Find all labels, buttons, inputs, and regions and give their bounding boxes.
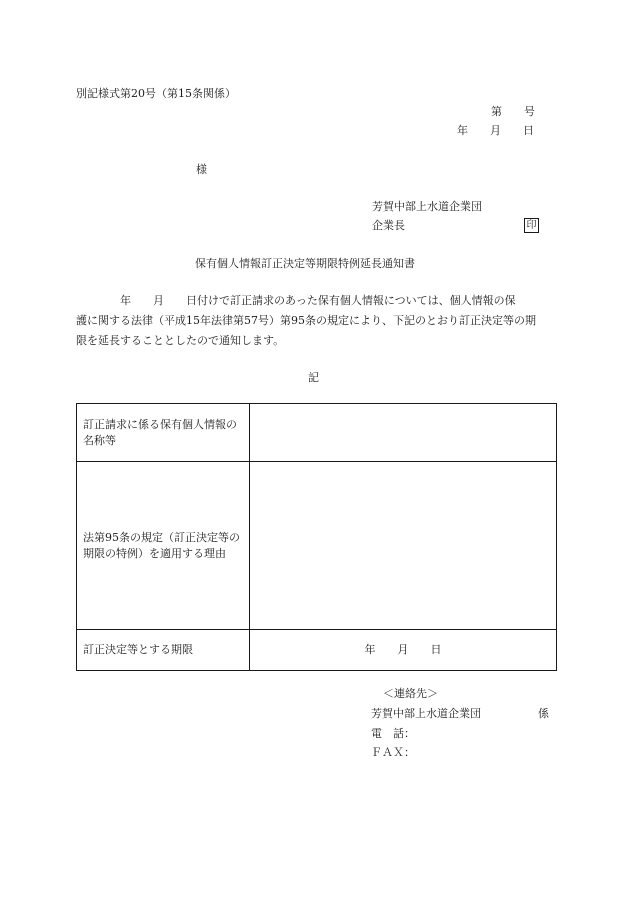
- table-row: [77, 630, 557, 671]
- row1-value: [250, 404, 557, 462]
- issue-date: 年 月 日: [457, 124, 534, 137]
- body-paragraph: [76, 291, 556, 351]
- contact-organization: 芳賀中部上水道企業団: [371, 707, 481, 720]
- document-number: 第 号: [491, 105, 535, 118]
- contact-section-suffix: 係: [538, 707, 549, 720]
- issuer-title: 企業長: [372, 219, 405, 232]
- body-line-1: 年 月 日付けで訂正請求のあった保有個人情報については、個人情報の保: [76, 294, 516, 307]
- document-title: 保有個人情報訂正決定等期限特例延長通知書: [195, 257, 415, 270]
- row2-label: 法第95条の規定（訂正決定等の期限の特例）を適用する理由: [77, 462, 250, 630]
- issuer-organization: 芳賀中部上水道企業団: [372, 200, 482, 213]
- body-line-2: 護に関する法律（平成15年法律第57号）第95条の規定により、下記のとおり訂正決定等の期: [76, 314, 536, 327]
- ki-heading: 記: [308, 371, 319, 384]
- contact-phone-label: 電 話：: [371, 727, 415, 740]
- row3-label: 訂正決定等とする期限: [77, 630, 250, 671]
- form-reference: 別記様式第20号（第15条関係）: [76, 87, 236, 100]
- seal-mark: [524, 217, 539, 233]
- contact-heading: ＜連絡先＞: [383, 687, 438, 700]
- notice-table: [76, 403, 557, 671]
- addressee-suffix: 様: [196, 163, 207, 176]
- seal-stamp: 印: [524, 218, 539, 233]
- row1-label: 訂正請求に係る保有個人情報の名称等: [77, 404, 250, 462]
- contact-fax-label: ＦＡＸ：: [371, 746, 415, 759]
- table-row: [77, 462, 557, 630]
- row2-value: [250, 462, 557, 630]
- body-line-3: 限を延長することとしたので通知します。: [76, 334, 285, 347]
- table-row: [77, 404, 557, 462]
- row3-value: 年 月 日: [250, 630, 557, 671]
